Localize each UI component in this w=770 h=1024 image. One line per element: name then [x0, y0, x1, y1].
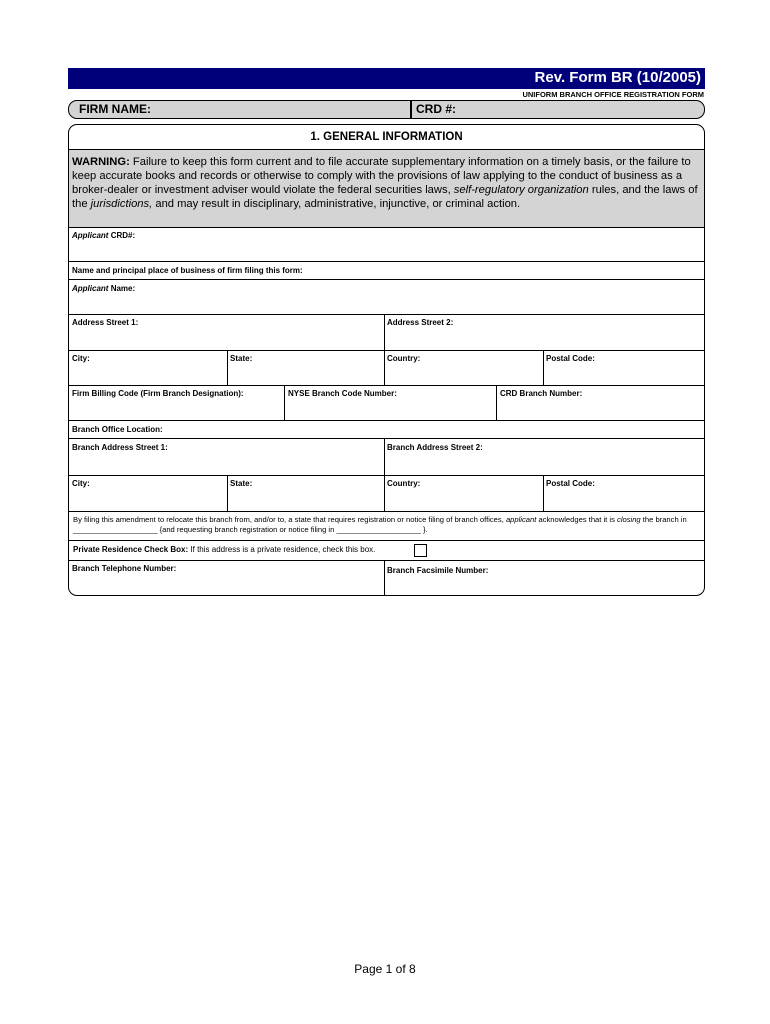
- address-street-1-field[interactable]: Address Street 1:: [72, 318, 139, 327]
- general-information-section: [68, 124, 705, 596]
- private-residence-text: If this address is a private residence, check this box.: [190, 545, 376, 554]
- divider: [384, 350, 385, 385]
- relocation-text-3: the branch in ____________________ {and requesting branch registration or notice filing in ____________________ }.: [73, 515, 687, 534]
- warning-em2: jurisdictions,: [90, 198, 153, 210]
- applicant-em: Applicant: [72, 284, 109, 293]
- warning-box: [69, 149, 704, 228]
- branch-office-location-label: Branch Office Location:: [72, 425, 163, 434]
- country-field[interactable]: Country:: [387, 354, 421, 363]
- branch-country-field[interactable]: Country:: [387, 479, 421, 488]
- warning-part1: Failure to keep this form current and to file accurate supplementary information on a timely basis, or the failure to keep accurate books and records or otherwise to comply with the provisions of law applying to the conduct of business as a broker-dealer or investment adviser would violate the federal securities laws,: [72, 156, 691, 196]
- divider: [384, 560, 385, 595]
- warning-text: [72, 155, 700, 211]
- section-title: 1. GENERAL INFORMATION: [310, 131, 463, 143]
- divider: [69, 314, 704, 315]
- warning-part3: and may result in disciplinary, administrative, injunctive, or criminal action.: [155, 198, 521, 210]
- warning-em1: self-regulatory organization: [453, 184, 589, 196]
- state-field[interactable]: State:: [230, 354, 253, 363]
- crd-branch-number-field[interactable]: CRD Branch Number:: [500, 389, 583, 398]
- applicant-name-label: Name:: [110, 284, 136, 293]
- divider: [69, 560, 704, 561]
- applicant-crd-field[interactable]: [72, 231, 135, 240]
- divider: [69, 420, 704, 421]
- relocation-text-1: By filing this amendment to relocate this branch from, and/or to, a state that requires registration or notice filing of branch offices,: [73, 515, 504, 524]
- name-principal-label: Name and principal place of business of firm filing this form:: [72, 266, 303, 275]
- crd-label: CRD #:: [416, 102, 457, 116]
- divider: [384, 438, 385, 475]
- relocation-notice: [73, 515, 701, 535]
- divider: [227, 350, 228, 385]
- divider: [284, 385, 285, 420]
- firm-name-bar: [68, 100, 705, 119]
- divider: [69, 540, 704, 541]
- divider: [384, 314, 385, 350]
- branch-city-field[interactable]: City:: [72, 479, 90, 488]
- private-residence-title: Private Residence Check Box:: [73, 545, 189, 554]
- applicant-em: Applicant: [72, 231, 109, 240]
- applicant-crd-label: CRD#:: [110, 231, 136, 240]
- branch-facsimile-field[interactable]: Branch Facsimile Number:: [387, 566, 489, 575]
- firm-billing-code-field[interactable]: Firm Billing Code (Firm Branch Designation):: [72, 389, 244, 398]
- form-title: Rev. Form BR (10/2005): [534, 69, 701, 86]
- private-residence-checkbox[interactable]: [414, 544, 427, 557]
- relocation-text-2: acknowledges that it is: [538, 515, 615, 524]
- divider: [384, 475, 385, 511]
- applicant-name-field[interactable]: [72, 284, 135, 293]
- divider: [69, 385, 704, 386]
- address-street-2-field[interactable]: Address Street 2:: [387, 318, 454, 327]
- city-field[interactable]: City:: [72, 354, 90, 363]
- warning-part2: rules, and the laws of the: [72, 184, 698, 210]
- divider: [69, 438, 704, 439]
- nyse-branch-code-field[interactable]: NYSE Branch Code Number:: [288, 389, 397, 398]
- branch-state-field[interactable]: State:: [230, 479, 253, 488]
- divider: [69, 279, 704, 280]
- divider: [69, 261, 704, 262]
- firm-name-label: FIRM NAME:: [79, 102, 151, 116]
- divider: [227, 475, 228, 511]
- divider: [543, 350, 544, 385]
- warning-lead: WARNING:: [72, 156, 130, 168]
- branch-address-street-1-field[interactable]: Branch Address Street 1:: [72, 443, 168, 452]
- postal-code-field[interactable]: Postal Code:: [546, 354, 595, 363]
- divider: [69, 475, 704, 476]
- private-residence-label: [73, 545, 375, 554]
- header-bar: [68, 68, 705, 89]
- page-number: Page 1 of 8: [354, 962, 416, 976]
- divider: [69, 511, 704, 512]
- branch-address-street-2-field[interactable]: Branch Address Street 2:: [387, 443, 483, 452]
- divider: [543, 475, 544, 511]
- firm-bar-divider: [410, 101, 412, 118]
- relocation-em-1: applicant: [505, 515, 537, 524]
- divider: [496, 385, 497, 420]
- form-subtitle: UNIFORM BRANCH OFFICE REGISTRATION FORM: [522, 90, 704, 99]
- branch-telephone-field[interactable]: Branch Telephone Number:: [72, 564, 177, 573]
- divider: [69, 350, 704, 351]
- branch-postal-code-field[interactable]: Postal Code:: [546, 479, 595, 488]
- relocation-em-2: closing: [617, 515, 641, 524]
